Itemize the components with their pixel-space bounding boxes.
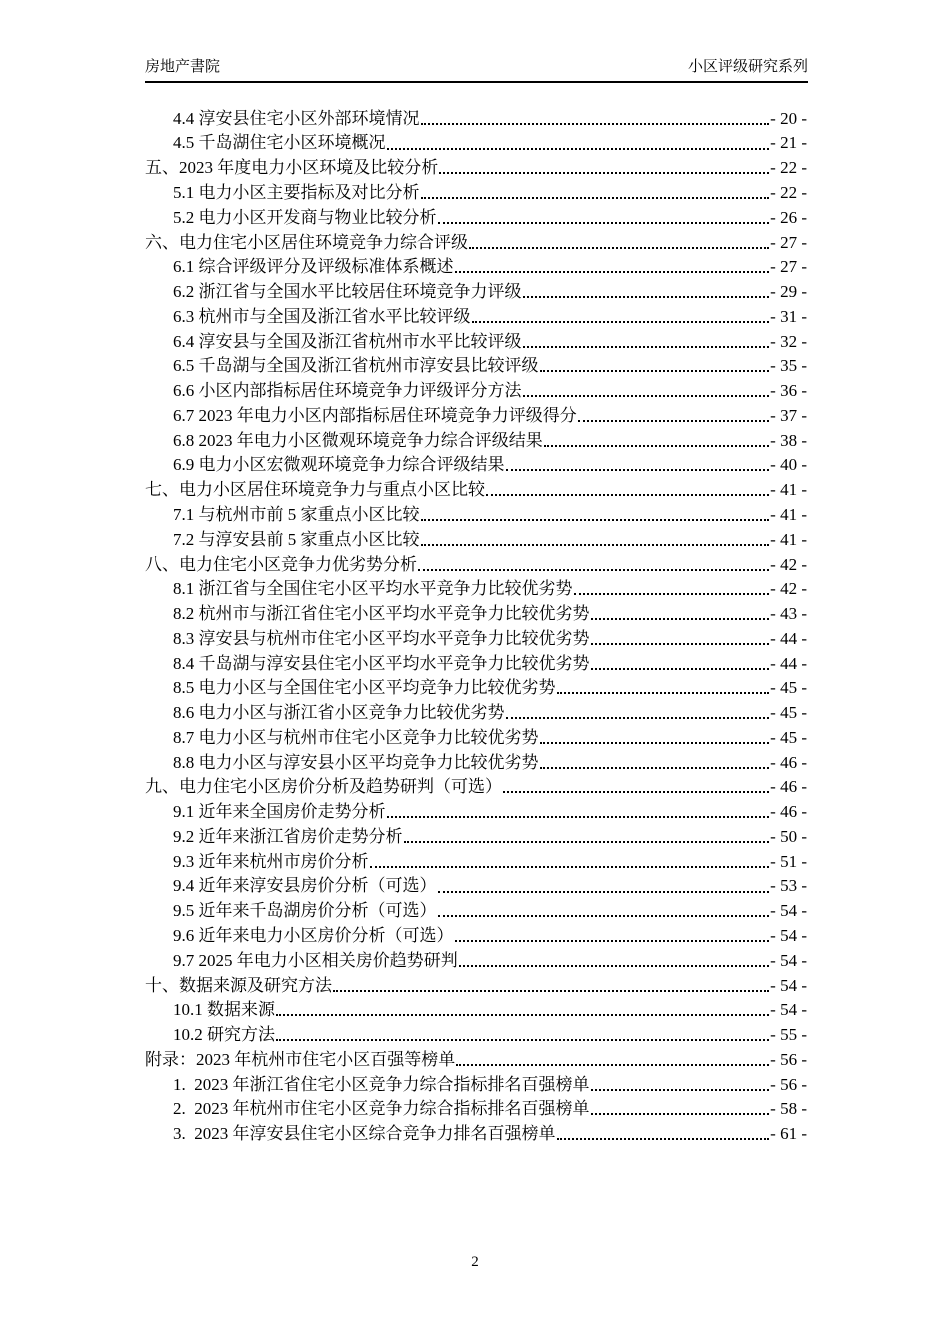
toc-dot-leader <box>439 172 769 174</box>
toc-page-number: - 51 - <box>770 851 807 871</box>
toc-dot-leader <box>455 940 770 942</box>
toc-dot-leader <box>276 1039 769 1041</box>
toc-dot-leader <box>459 965 769 967</box>
toc-entry-label: 9.5 近年来千岛湖房价分析（可选） <box>173 901 437 921</box>
toc-page-number: - 22 - <box>770 183 807 203</box>
toc-entry[interactable] <box>145 1020 807 1045</box>
toc-entry-label: 6.5 千岛湖与全国及浙江省杭州市淳安县比较评级 <box>173 356 539 376</box>
toc-entry-label: 十、数据来源及研究方法 <box>145 975 332 995</box>
toc-page-number: - 31 - <box>770 306 807 326</box>
toc-entry[interactable] <box>145 352 807 377</box>
toc-entry-label: 8.7 电力小区与杭州市住宅小区竞争力比较优劣势 <box>173 727 539 747</box>
toc-page-number: - 54 - <box>770 901 807 921</box>
toc-entry[interactable] <box>145 847 807 872</box>
toc-entry[interactable] <box>145 872 807 897</box>
toc-dot-leader <box>387 148 770 150</box>
toc-page-number: - 20 - <box>770 108 807 128</box>
toc-page-number: - 42 - <box>770 554 807 574</box>
toc-entry[interactable] <box>145 575 807 600</box>
footer-page-number: 2 <box>471 1254 479 1270</box>
toc-entry[interactable] <box>145 302 807 327</box>
toc-page-number: - 40 - <box>770 455 807 475</box>
toc-page-number: - 58 - <box>770 1099 807 1119</box>
toc-entry-label: 9.4 近年来淳安县房价分析（可选） <box>173 876 437 896</box>
toc-dot-leader <box>591 668 770 670</box>
toc-dot-leader <box>456 1064 769 1066</box>
toc-dot-leader <box>574 593 770 595</box>
toc-entry[interactable] <box>145 921 807 946</box>
toc-page-number: - 38 - <box>770 430 807 450</box>
header-right-title: 小区评级研究系列 <box>687 58 808 75</box>
toc-dot-leader <box>540 370 770 372</box>
toc-page-number: - 53 - <box>770 876 807 896</box>
toc-page-number: - 46 - <box>770 802 807 822</box>
toc-entry-label: 8.2 杭州市与浙江省住宅小区平均水平竞争力比较优劣势 <box>173 604 590 624</box>
toc-page-number: - 35 - <box>770 356 807 376</box>
toc-entry-label: 1. 2023 年浙江省住宅小区竞争力综合指标排名百强榜单 <box>173 1074 590 1094</box>
toc-entry[interactable] <box>145 748 807 773</box>
toc-entry[interactable] <box>145 674 807 699</box>
toc-dot-leader <box>540 742 770 744</box>
toc-page-number: - 54 - <box>770 925 807 945</box>
toc-entry[interactable] <box>145 698 807 723</box>
toc-dot-leader <box>469 247 769 249</box>
toc-entry[interactable] <box>145 822 807 847</box>
toc-dot-leader <box>503 791 769 793</box>
toc-page-number: - 41 - <box>770 529 807 549</box>
toc-entry[interactable] <box>145 376 807 401</box>
toc-page-number: - 50 - <box>770 826 807 846</box>
toc-dot-leader <box>418 569 769 571</box>
toc-entry[interactable] <box>145 154 807 179</box>
toc-entry-label: 5.1 电力小区主要指标及对比分析 <box>173 183 420 203</box>
toc-dot-leader <box>421 544 770 546</box>
toc-page-number: - 54 - <box>770 975 807 995</box>
toc-entry-label: 2. 2023 年杭州市住宅小区竞争力综合指标排名百强榜单 <box>173 1099 590 1119</box>
toc-entry-label: 6.9 电力小区宏微观环境竞争力综合评级结果 <box>173 455 505 475</box>
toc-page-number: - 46 - <box>770 752 807 772</box>
toc-dot-leader <box>333 990 769 992</box>
toc-entry-label: 3. 2023 年淳安县住宅小区综合竞争力排名百强榜单 <box>173 1124 556 1144</box>
toc-entry[interactable] <box>145 426 807 451</box>
toc-dot-leader <box>438 891 770 893</box>
toc-entry-label: 七、电力小区居住环境竞争力与重点小区比较 <box>145 480 485 500</box>
toc-entry-label: 6.3 杭州市与全国及浙江省水平比较评级 <box>173 306 471 326</box>
toc-dot-leader <box>387 816 770 818</box>
toc-page-number: - 27 - <box>770 232 807 252</box>
toc-entry-label: 9.3 近年来杭州市房价分析 <box>173 851 369 871</box>
toc-entry-label: 八、电力住宅小区竞争力优劣势分析 <box>145 554 417 574</box>
toc-dot-leader <box>438 915 770 917</box>
toc-entry-label: 8.5 电力小区与全国住宅小区平均竞争力比较优劣势 <box>173 678 556 698</box>
toc-entry[interactable] <box>145 773 807 798</box>
toc-entry[interactable] <box>145 228 807 253</box>
toc-dot-leader <box>591 1113 770 1115</box>
toc-dot-leader <box>472 321 770 323</box>
toc-page-number: - 45 - <box>770 727 807 747</box>
toc-entry[interactable] <box>145 996 807 1021</box>
toc-dot-leader <box>591 618 770 620</box>
toc-list <box>145 104 807 1144</box>
toc-entry[interactable] <box>145 500 807 525</box>
toc-page-number: - 45 - <box>770 678 807 698</box>
toc-page-number: - 29 - <box>770 282 807 302</box>
toc-page-number: - 42 - <box>770 579 807 599</box>
toc-dot-leader <box>523 296 770 298</box>
toc-entry-label: 6.6 小区内部指标居住环境竞争力评级评分方法 <box>173 381 522 401</box>
toc-entry-label: 6.4 淳安县与全国及浙江省杭州市水平比较评级 <box>173 331 522 351</box>
toc-page-number: - 44 - <box>770 653 807 673</box>
toc-entry-label: 6.1 综合评级评分及评级标准体系概述 <box>173 257 454 277</box>
toc-entry-label: 4.4 淳安县住宅小区外部环境情况 <box>173 108 420 128</box>
toc-dot-leader <box>276 1014 769 1016</box>
toc-entry[interactable] <box>145 897 807 922</box>
toc-entry-label: 九、电力住宅小区房价分析及趋势研判（可选） <box>145 777 502 797</box>
toc-entry[interactable] <box>145 649 807 674</box>
toc-entry[interactable] <box>145 1045 807 1070</box>
running-header <box>145 58 808 83</box>
toc-dot-leader <box>557 1138 770 1140</box>
toc-entry-label: 10.2 研究方法 <box>173 1025 275 1045</box>
toc-dot-leader <box>506 469 770 471</box>
toc-dot-leader <box>523 395 770 397</box>
toc-dot-leader <box>421 123 770 125</box>
toc-entry-label: 9.7 2025 年电力小区相关房价趋势研判 <box>173 950 458 970</box>
toc-entry[interactable] <box>145 525 807 550</box>
toc-entry-label: 7.1 与杭州市前 5 家重点小区比较 <box>173 504 420 524</box>
toc-dot-leader <box>421 197 770 199</box>
toc-entry-label: 8.4 千岛湖与淳安县住宅小区平均水平竞争力比较优劣势 <box>173 653 590 673</box>
toc-entry-label: 7.2 与淳安县前 5 家重点小区比较 <box>173 529 420 549</box>
toc-dot-leader <box>591 1089 770 1091</box>
toc-entry-label: 8.6 电力小区与浙江省小区竞争力比较优劣势 <box>173 703 505 723</box>
toc-page-number: - 56 - <box>770 1049 807 1069</box>
toc-entry[interactable] <box>145 946 807 971</box>
toc-entry-label: 附录：2023 年杭州市住宅小区百强等榜单 <box>145 1049 456 1069</box>
toc-entry[interactable] <box>145 971 807 996</box>
toc-entry-label: 五、2023 年度电力小区环境及比较分析 <box>145 158 439 178</box>
toc-entry-label: 9.2 近年来浙江省房价走势分析 <box>173 826 403 846</box>
toc-dot-leader <box>557 692 770 694</box>
toc-dot-leader <box>578 420 769 422</box>
toc-entry[interactable] <box>145 624 807 649</box>
toc-dot-leader <box>438 222 770 224</box>
toc-entry-label: 8.3 淳安县与杭州市住宅小区平均水平竞争力比较优劣势 <box>173 628 590 648</box>
toc-entry[interactable] <box>145 104 807 129</box>
toc-page-number: - 54 - <box>770 1000 807 1020</box>
toc-entry-label: 9.1 近年来全国房价走势分析 <box>173 802 386 822</box>
toc-dot-leader <box>455 271 770 273</box>
toc-page-number: - 41 - <box>770 480 807 500</box>
toc-dot-leader <box>404 841 770 843</box>
toc-dot-leader <box>523 346 770 348</box>
toc-entry[interactable] <box>145 1119 807 1144</box>
toc-dot-leader <box>486 494 769 496</box>
toc-page-number: - 45 - <box>770 703 807 723</box>
toc-entry[interactable] <box>145 178 807 203</box>
toc-entry-label: 8.1 浙江省与全国住宅小区平均水平竞争力比较优劣势 <box>173 579 573 599</box>
toc-entry-label: 10.1 数据来源 <box>173 1000 275 1020</box>
toc-entry[interactable] <box>145 475 807 500</box>
toc-entry[interactable] <box>145 550 807 575</box>
toc-entry-label: 4.5 千岛湖住宅小区环境概况 <box>173 133 386 153</box>
toc-entry[interactable] <box>145 723 807 748</box>
toc-entry[interactable] <box>145 451 807 476</box>
toc-page-number: - 36 - <box>770 381 807 401</box>
toc-page-number: - 44 - <box>770 628 807 648</box>
toc-entry[interactable] <box>145 277 807 302</box>
toc-entry[interactable] <box>145 327 807 352</box>
toc-entry-label: 8.8 电力小区与淳安县小区平均竞争力比较优劣势 <box>173 752 539 772</box>
toc-page-number: - 46 - <box>770 777 807 797</box>
toc-page-number: - 32 - <box>770 331 807 351</box>
toc-entry[interactable] <box>145 1070 807 1095</box>
toc-page-number: - 41 - <box>770 504 807 524</box>
toc-dot-leader <box>544 445 769 447</box>
toc-dot-leader <box>591 643 770 645</box>
toc-entry-label: 9.6 近年来电力小区房价分析（可选） <box>173 925 454 945</box>
toc-entry[interactable] <box>145 203 807 228</box>
toc-entry[interactable] <box>145 1095 807 1120</box>
header-left-title: 房地产書院 <box>145 58 221 75</box>
toc-page-number: - 54 - <box>770 950 807 970</box>
toc-entry-label: 六、电力住宅小区居住环境竞争力综合评级 <box>145 232 468 252</box>
toc-entry-label: 6.2 浙江省与全国水平比较居住环境竞争力评级 <box>173 282 522 302</box>
toc-entry-label: 5.2 电力小区开发商与物业比较分析 <box>173 207 437 227</box>
toc-entry[interactable] <box>145 253 807 278</box>
toc-entry[interactable] <box>145 797 807 822</box>
toc-entry[interactable] <box>145 129 807 154</box>
toc-page-number: - 55 - <box>770 1025 807 1045</box>
toc-page-number: - 56 - <box>770 1074 807 1094</box>
toc-page-number: - 61 - <box>770 1124 807 1144</box>
toc-page-number: - 27 - <box>770 257 807 277</box>
toc-page-number: - 43 - <box>770 604 807 624</box>
toc-entry-label: 6.7 2023 年电力小区内部指标居住环境竞争力评级得分 <box>173 405 577 425</box>
toc-entry[interactable] <box>145 599 807 624</box>
toc-dot-leader <box>421 519 770 521</box>
toc-dot-leader <box>370 866 770 868</box>
toc-entry-label: 6.8 2023 年电力小区微观环境竞争力综合评级结果 <box>173 430 543 450</box>
toc-page-number: - 21 - <box>770 133 807 153</box>
toc-page-number: - 22 - <box>770 158 807 178</box>
toc-entry[interactable] <box>145 401 807 426</box>
toc-dot-leader <box>506 717 770 719</box>
toc-page-number: - 26 - <box>770 207 807 227</box>
toc-page-number: - 37 - <box>770 405 807 425</box>
toc-dot-leader <box>540 767 770 769</box>
